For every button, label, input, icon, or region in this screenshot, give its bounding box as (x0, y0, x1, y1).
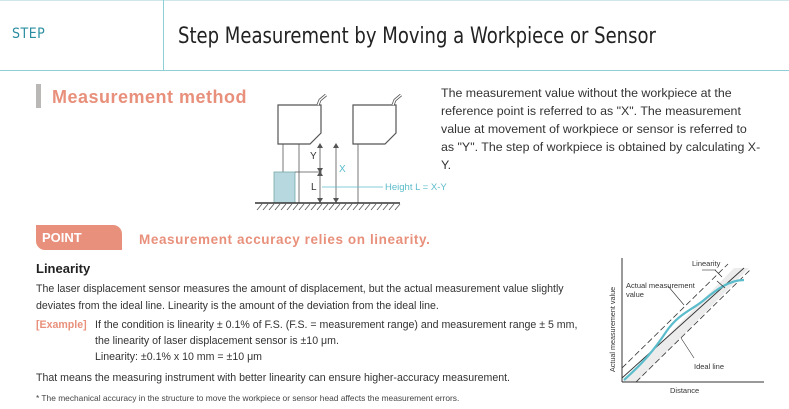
linearity-graph (604, 250, 784, 400)
actual-label-1: Actual measurement (626, 281, 695, 290)
method-description: The measurement value without the workpiece at the reference point is referred to as "X". The measurement value at movement of workpiece or sensor is referred to as "Y". The step of workpiece is obtained by calculating X-Y. (441, 86, 761, 172)
step-label: STEP (12, 26, 46, 42)
measurement-diagram (240, 80, 447, 215)
footnote: * The mechanical accuracy in the structure to move the workpiece or sensor head affects the measurement errors. (36, 393, 460, 403)
x-axis-label: Distance (670, 386, 700, 395)
page-title: Step Measurement by Moving a Workpiece or Sensor (178, 24, 656, 49)
label-x: X (339, 164, 346, 175)
label-y: Y (310, 151, 317, 162)
actual-label-2: value (626, 290, 644, 299)
example-line-2: the linearity of laser displacement sensor is ±10 μm. (95, 335, 339, 347)
section-heading: Measurement method (52, 87, 248, 107)
sensor-head-right (353, 95, 401, 144)
example-line-1: If the condition is linearity ± 0.1% of F.S. (F.S. = measurement range) and measurement range ± 5 mm, (95, 319, 578, 331)
sensor-head-left (278, 95, 326, 144)
example-label: [Example] (36, 319, 87, 331)
label-l: L (311, 182, 317, 193)
point-badge: POINT (36, 225, 122, 250)
header-top-rule (0, 0, 789, 1)
linearity-heading: Linearity (36, 261, 91, 276)
linearity-paragraph: The laser displacement sensor measures the amount of displacement, but the actual measurement value slightly deviates from the ideal line. Linearity is the amount of the deviation from the ideal line. (36, 283, 564, 312)
height-label: Height L = X-Y (385, 182, 447, 193)
example-line-3: Linearity: ±0.1% x 10 mm = ±10 μm (95, 351, 262, 363)
header-bottom-rule (0, 70, 789, 71)
conclusion-text: That means the measuring instrument with better linearity can ensure higher-accuracy measurement. (36, 372, 510, 384)
y-axis-label: Actual measurement value (608, 286, 617, 372)
point-headline: Measurement accuracy relies on linearity. (139, 232, 431, 247)
linearity-label: Linearity (692, 259, 721, 268)
header-divider (163, 0, 164, 70)
ideal-label: Ideal line (694, 362, 725, 371)
section-marker (36, 84, 41, 108)
workpiece (274, 172, 295, 203)
